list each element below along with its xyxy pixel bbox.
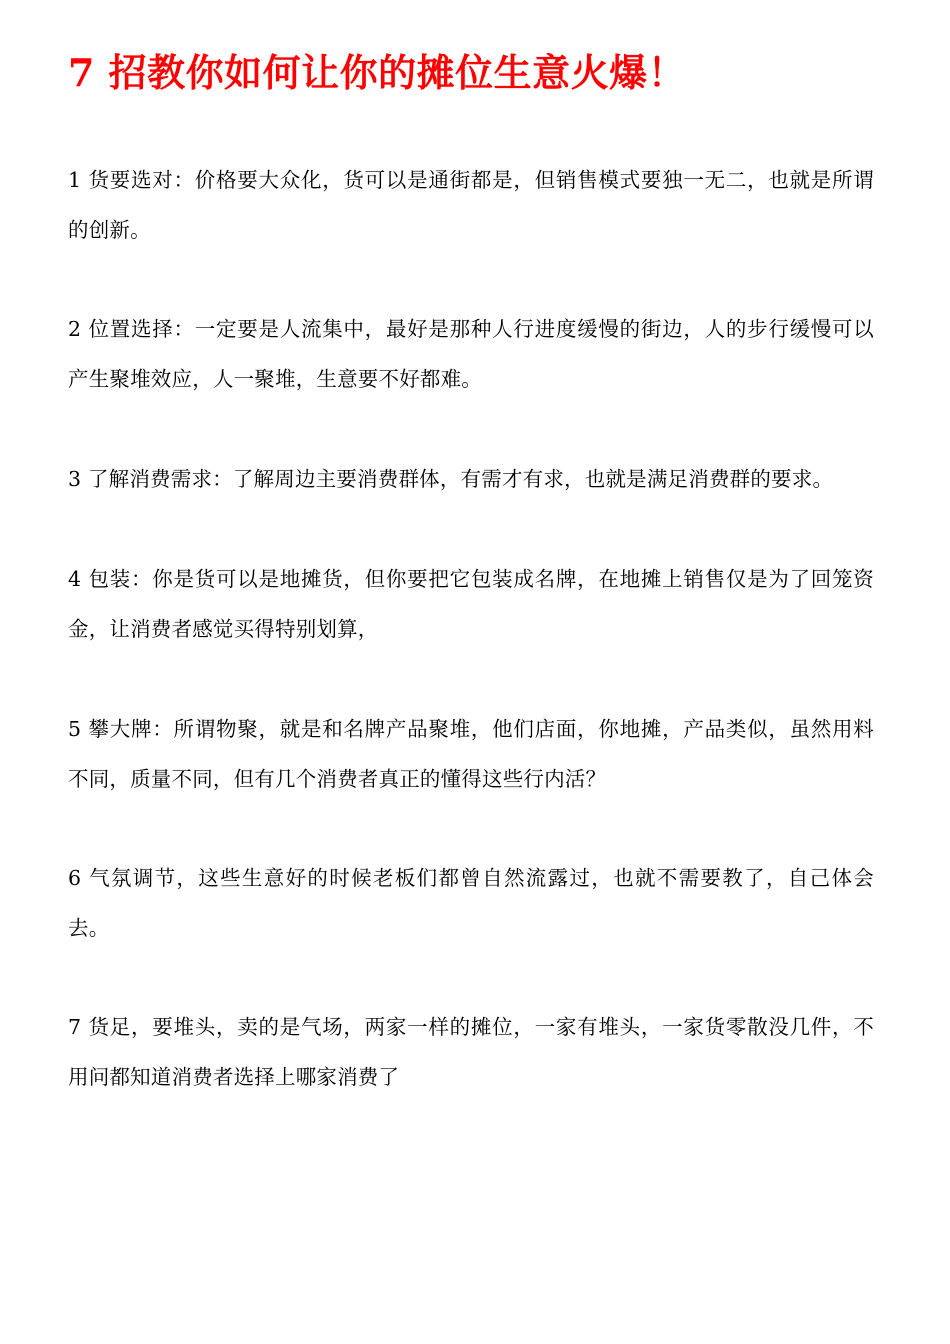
page-title: 7 招教你如何让你的摊位生意火爆！ bbox=[68, 50, 687, 95]
list-item: 5 攀大牌：所谓物聚，就是和名牌产品聚堆，他们店面，你地摊，产品类似，虽然用料不同，质量不同，但有几个消费者真正的懂得这些行内活？ bbox=[68, 717, 874, 791]
list-item: 2 位置选择：一定要是人流集中，最好是那种人行进度缓慢的街边，人的步行缓慢可以产生聚堆效应，人一聚堆，生意要不好都难。 bbox=[68, 317, 874, 391]
list-item: 3 了解消费需求：了解周边主要消费群体，有需才有求，也就是满足消费群的要求。 bbox=[68, 467, 834, 491]
list-item: 7 货足，要堆头，卖的是气场，两家一样的摊位，一家有堆头，一家货零散没几件，不用问都知道消费者选择上哪家消费了 bbox=[68, 1015, 874, 1089]
list-item: 1 货要选对：价格要大众化，货可以是通街都是，但销售模式要独一无二，也就是所谓的创新。 bbox=[68, 168, 874, 242]
list-item: 6 气氛调节，这些生意好的时候老板们都曾自然流露过，也就不需要教了，自己体会去。 bbox=[68, 866, 874, 940]
list-item: 4 包装：你是货可以是地摊货，但你要把它包装成名牌，在地摊上销售仅是为了回笼资金，让消费者感觉买得特别划算， bbox=[68, 567, 874, 641]
